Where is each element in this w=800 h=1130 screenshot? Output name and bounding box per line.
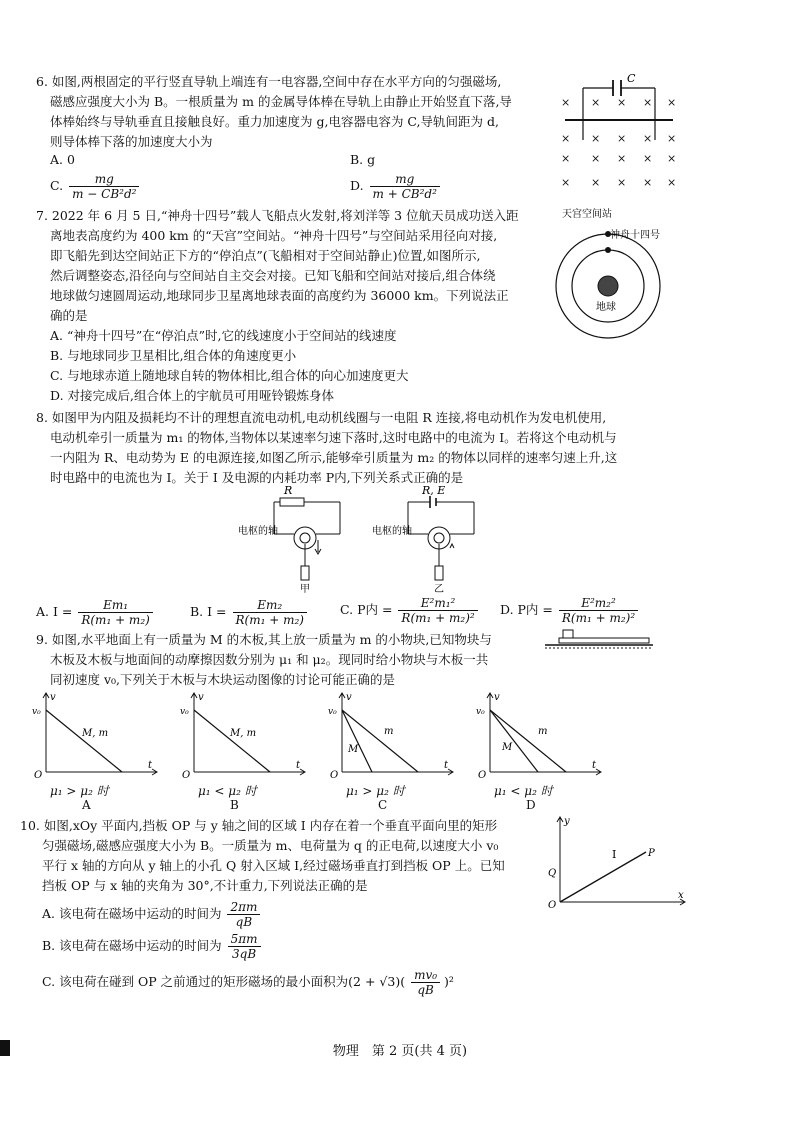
q8-option-b-numerator: Em₂ — [233, 598, 307, 613]
q10-line-1: 10. 如图,xOy 平面内,挡板 OP 与 y 轴之间的区域 I 内存在着一个垂直平面向里的矩形 — [20, 818, 498, 833]
q10-figure-origin-label: O — [548, 900, 557, 911]
q10-figure-y-label: y — [564, 816, 570, 827]
svg-text:×: × — [617, 152, 627, 165]
q9-graph-d-m-label: m — [538, 726, 548, 737]
q10-line-3: 平行 x 轴的方向从 y 轴上的小孔 Q 射入区域 I,经过磁场垂直打到挡板 OP 上。已知 — [42, 858, 505, 873]
q8-option-a-label: A. I = — [36, 604, 73, 619]
q9-graph-c-v-label: v — [346, 692, 352, 703]
q8-figure-yi — [370, 482, 500, 594]
q6-option-c-denominator: m − CB²d² — [72, 187, 137, 201]
q10-line-4: 挡板 OP 与 x 轴的夹角为 30°,不计重力,下列说法正确的是 — [42, 878, 368, 893]
q9-graph-d-condition: μ₁ < μ₂ 时 — [494, 784, 553, 798]
q8-option-d-numerator: E²m₂² — [559, 596, 638, 611]
q9-graph-a-plot — [30, 690, 160, 780]
q8-option-d-denominator: R(m₁ + m₂)² — [561, 611, 636, 625]
q9-graph-b-t-label: t — [296, 760, 301, 771]
q7-figure-station-label: 天宫空间站 — [562, 209, 612, 220]
q6-option-d-fraction — [370, 172, 440, 201]
q6-figure-c-label: C — [627, 72, 636, 85]
q10-option-a-numerator: 2πm — [227, 900, 260, 915]
q8-line-1: 8. 如图甲为内阻及损耗均不计的理想直流电动机,电动机线圈与一电阻 R 连接,将电动机作为发电机使用, — [36, 410, 607, 425]
q6-line-3: 体棒始终与导轨垂直且接触良好。重力加速度为 g,电容器电容为 C,导轨间距为 d, — [50, 114, 499, 129]
q7-line-5: 地球做匀速圆周运动,地球同步卫星离地球表面的高度约为 36000 km。下列说法正 — [50, 288, 509, 303]
svg-text:×: × — [561, 152, 571, 165]
svg-text:×: × — [667, 96, 677, 109]
q8-option-a — [36, 598, 153, 627]
q10-option-c — [42, 968, 454, 997]
svg-text:×: × — [561, 176, 571, 189]
svg-text:×: × — [617, 132, 627, 145]
q9-graph-a-v-label: v — [50, 692, 56, 703]
svg-text:×: × — [591, 96, 601, 109]
q6-option-c-label: C. — [50, 178, 64, 193]
q8-option-c-fraction — [398, 596, 477, 625]
q9-graph-c-m-label: m — [384, 726, 394, 737]
q9-graph-b-v0-label: v₀ — [180, 707, 189, 717]
q9-graph-b-condition: μ₁ < μ₂ 时 — [198, 784, 257, 798]
q8-option-b-label: B. I = — [190, 604, 227, 619]
q8-figure-jia-r-label: R — [284, 484, 293, 497]
q8-option-c-label: C. P内 = — [340, 602, 393, 617]
q8-figure-yi-caption: 乙 — [434, 584, 444, 594]
q10-figure-q-label: Q — [548, 868, 557, 879]
svg-text:×: × — [591, 152, 601, 165]
q9-graph-a — [30, 690, 160, 810]
q8-line-2: 电动机牵引一质量为 m₁ 的物体,当物体以某速率匀速下落时,这时电路中的电流为 I。若将这个电动机与 — [50, 430, 617, 445]
q8-option-a-denominator: R(m₁ + m₂) — [81, 613, 150, 627]
q9-graph-d-t-label: t — [592, 760, 597, 771]
q9-graph-c-plot — [326, 690, 456, 780]
q7-option-b: B. 与地球同步卫星相比,组合体的角速度更小 — [50, 348, 297, 363]
q7-option-d: D. 对接完成后,组合体上的宇航员可用哑铃锻炼身体 — [50, 388, 334, 403]
q10-option-b-denominator: 3qB — [232, 947, 257, 961]
q8-option-a-fraction — [78, 598, 152, 627]
q10-option-a-label: A. 该电荷在磁场中运动的时间为 — [42, 906, 222, 921]
q9-graph-c — [326, 690, 456, 810]
q9-graph-a-t-label: t — [148, 760, 153, 771]
q7-line-2: 离地表高度约为 400 km 的“天宫”空间站。“神舟十四号”与空间站采用径向对接, — [50, 228, 498, 243]
q9-graph-c-bigm-label: M — [348, 744, 359, 755]
q8-figure-jia-axis-label: 电枢的轴 — [238, 526, 278, 537]
q8-option-b-fraction — [233, 598, 307, 627]
q9-graph-d-plot — [474, 690, 604, 780]
svg-text:×: × — [667, 152, 677, 165]
q9-graph-a-condition: μ₁ > μ₂ 时 — [50, 784, 109, 798]
q10-option-a-denominator: qB — [235, 915, 253, 929]
q7-option-c: C. 与地球赤道上随地球自转的物体相比,组合体的向心加速度更大 — [50, 368, 409, 383]
q7-line-1: 7. 2022 年 6 月 5 日,“神舟十四号”载人飞船点火发射,将刘洋等 3 位航天员成功送入距 — [36, 208, 519, 223]
q8-line-3: 一内阻为 R、电动势为 E 的电源连接,如图乙所示,能够牵引质量为 m₂ 的物体以同样的速率匀速上升,这 — [50, 450, 618, 465]
q9-graph-b-origin-label: O — [182, 770, 191, 780]
q10-figure-plate — [540, 812, 690, 912]
q10-option-b-numerator: 5πm — [228, 932, 261, 947]
q6-line-4: 则导体棒下落的加速度大小为 — [50, 134, 213, 149]
q10-option-a — [42, 900, 260, 929]
q8-figure-yi-axis-label: 电枢的轴 — [372, 526, 412, 537]
svg-text:×: × — [591, 176, 601, 189]
q9-graph-c-condition: μ₁ > μ₂ 时 — [346, 784, 405, 798]
svg-text:×: × — [591, 132, 601, 145]
svg-text:×: × — [561, 132, 571, 145]
q8-option-a-numerator: Em₁ — [78, 598, 152, 613]
q9-graph-a-letter: A — [82, 798, 91, 812]
q7-figure-orbits — [548, 204, 666, 342]
q9-graph-a-v0-label: v₀ — [32, 707, 41, 717]
q8-option-c-denominator: R(m₁ + m₂)² — [401, 611, 475, 625]
q8-line-4: 时电路中的电流也为 I。关于 I 及电源的内耗功率 P内,下列关系式正确的是 — [50, 470, 464, 485]
svg-text:×: × — [617, 96, 627, 109]
q9-graph-b-line-label: M, m — [230, 728, 257, 739]
q10-option-c-tail: )² — [444, 974, 454, 989]
svg-text:×: × — [643, 132, 653, 145]
q6-option-c — [50, 172, 139, 201]
q10-option-c-denominator: qB — [417, 983, 434, 997]
q7-line-3: 即飞船先到达空间站正下方的“停泊点”(飞船相对于空间站静止)位置,如图所示, — [50, 248, 481, 263]
q9-graph-b-letter: B — [230, 798, 239, 812]
q9-graph-b-plot — [178, 690, 308, 780]
q9-graph-d-v-label: v — [494, 692, 500, 703]
q10-option-b-fraction — [228, 932, 261, 961]
svg-text:×: × — [643, 176, 653, 189]
q9-graph-d-letter: D — [526, 798, 536, 812]
svg-text:×: × — [617, 176, 627, 189]
q6-option-d-denominator: m + CB²d² — [372, 187, 437, 201]
q10-figure-x-label: x — [678, 890, 684, 901]
q10-option-b — [42, 932, 261, 961]
q7-figure-earth-label: 地球 — [596, 302, 616, 313]
q8-option-d-label: D. P内 = — [500, 602, 553, 617]
q9-line-3: 同初速度 v₀,下列关于木板与木块运动图像的讨论可能正确的是 — [50, 672, 396, 687]
q10-option-a-fraction — [227, 900, 260, 929]
q8-figure-yi-re-label: R, E — [422, 484, 446, 497]
q9-graph-c-origin-label: O — [330, 770, 339, 780]
q9-graph-b-v-label: v — [198, 692, 204, 703]
q9-graph-c-v0-label: v₀ — [328, 707, 337, 717]
svg-text:×: × — [643, 96, 653, 109]
q7-figure-ship-dot — [605, 247, 611, 253]
q7-line-4: 然后调整姿态,沿径向与空间站自主交会对接。已知飞船和空间站对接后,组合体绕 — [50, 268, 496, 283]
q9-graph-a-line-label: M, m — [82, 728, 109, 739]
q6-line-2: 磁感应强度大小为 B。一根质量为 m 的金属导体棒在导轨上由静止开始竖直下落,导 — [50, 94, 512, 109]
q9-graph-d-v0-label: v₀ — [476, 707, 485, 717]
q9-figure-board — [545, 628, 655, 654]
q6-option-c-numerator: mg — [69, 172, 139, 187]
q8-option-d — [500, 596, 638, 625]
q6-option-d-label: D. — [350, 178, 364, 193]
q6-line-1: 6. 如图,两根固定的平行竖直导轨上端连有一电容器,空间中存在水平方向的匀强磁场, — [36, 74, 502, 89]
q8-figure-jia — [236, 482, 366, 594]
q9-graph-a-origin-label: O — [34, 770, 43, 780]
q6-option-d — [350, 172, 440, 201]
q10-option-c-label: C. 该电荷在碰到 OP 之前通过的矩形磁场的最小面积为(2 + √3)( — [42, 974, 406, 989]
q9-line-1: 9. 如图,水平地面上有一质量为 M 的木板,其上放一质量为 m 的小物块,已知物块与 — [36, 632, 492, 647]
q6-figure-capacitor-rails — [555, 70, 685, 195]
svg-text:×: × — [667, 176, 677, 189]
q8-option-b — [190, 598, 307, 627]
q6-option-b: B. g — [350, 152, 376, 167]
q8-option-d-fraction — [559, 596, 638, 625]
q8-figure-jia-caption: 甲 — [300, 584, 310, 594]
q9-graph-c-t-label: t — [444, 760, 449, 771]
q9-graph-c-letter: C — [378, 798, 388, 812]
page-footer: 物理 第 2 页(共 4 页) — [332, 1044, 468, 1059]
q9-graph-d — [474, 690, 604, 810]
q8-option-b-denominator: R(m₁ + m₂) — [235, 613, 304, 627]
q7-option-a: A. “神舟十四号”在“停泊点”时,它的线速度小于空间站的线速度 — [50, 328, 397, 343]
q8-option-c-numerator: E²m₁² — [398, 596, 477, 611]
q10-option-b-label: B. 该电荷在磁场中运动的时间为 — [42, 938, 222, 953]
q10-figure-region-label: I — [612, 848, 617, 861]
svg-text:×: × — [643, 152, 653, 165]
svg-text:×: × — [667, 132, 677, 145]
q10-figure-p-label: P — [648, 848, 655, 859]
svg-text:×: × — [561, 96, 571, 109]
q10-line-2: 匀强磁场,磁感应强度大小为 B。一质量为 m、电荷量为 q 的正电荷,以速度大小 v₀ — [42, 838, 499, 853]
q9-graph-b — [178, 690, 308, 810]
q9-graph-d-bigm-label: M — [502, 742, 513, 753]
q8-option-c — [340, 596, 478, 625]
q6-option-a: A. 0 — [50, 152, 75, 167]
q9-graph-d-origin-label: O — [478, 770, 487, 780]
q9-line-2: 木板及木板与地面间的动摩擦因数分别为 μ₁ 和 μ₂。现同时给小物块与木板一共 — [50, 652, 489, 667]
q10-option-c-fraction — [411, 968, 440, 997]
q6-option-d-numerator: mg — [370, 172, 440, 187]
q7-line-6: 确的是 — [50, 308, 88, 323]
q10-option-c-numerator: mv₀ — [411, 968, 440, 983]
q6-option-c-fraction — [69, 172, 139, 201]
q7-figure-ship-label: 神舟十四号 — [610, 230, 660, 241]
